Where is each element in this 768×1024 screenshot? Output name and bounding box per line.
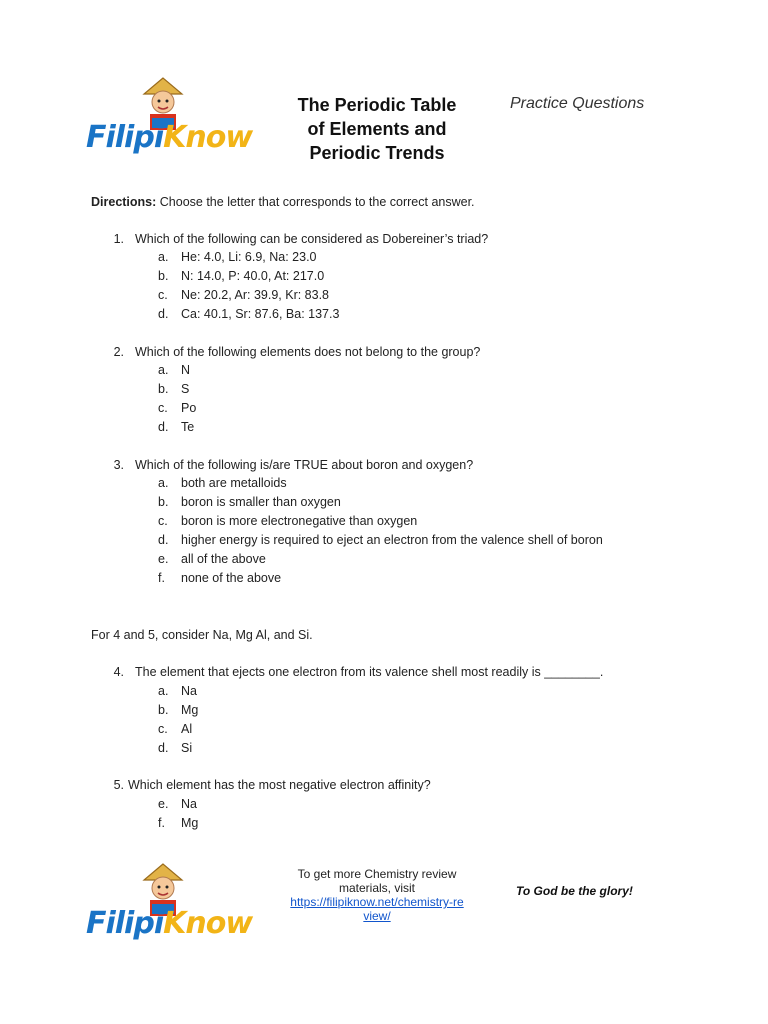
option-letter: f. <box>158 571 165 585</box>
option-letter: c. <box>158 514 168 528</box>
option-letter: e. <box>158 797 169 811</box>
option-text: Na <box>181 797 197 811</box>
question-text: Which of the following can be considered as Dobereiner’s triad? <box>135 232 489 246</box>
option-letter: b. <box>158 382 169 396</box>
question-number: 3. <box>113 458 124 472</box>
option-letter: a. <box>158 684 169 698</box>
option-text: all of the above <box>181 552 266 566</box>
question-text: Which of the following is/are TRUE about boron and oxygen? <box>135 458 474 472</box>
page-title: The Periodic Table of Elements and Periodic Trends <box>297 95 457 163</box>
option-text: Na <box>181 684 197 698</box>
option-letter: d. <box>158 533 169 547</box>
question-text: The element that ejects one electron from its valence shell most readily is ________. <box>135 665 604 679</box>
option-text: S <box>181 382 190 396</box>
option-letter: d. <box>158 420 169 434</box>
option-letter: c. <box>158 722 168 736</box>
option-letter: b. <box>158 703 169 717</box>
directions-text: Choose the letter that corresponds to the correct answer. <box>159 195 475 209</box>
option-letter: a. <box>158 363 169 377</box>
footer-line: To get more Chemistry review <box>297 867 457 881</box>
option-text: Mg <box>181 703 199 717</box>
page-subtitle: Practice Questions <box>510 95 645 112</box>
directions-label: Directions: <box>91 195 157 209</box>
option-letter: a. <box>158 250 169 264</box>
option-text: none of the above <box>181 571 282 585</box>
option-letter: d. <box>158 307 169 321</box>
option-letter: c. <box>158 288 168 302</box>
option-text: Po <box>181 401 197 415</box>
option-text: N: 14.0, P: 40.0, At: 217.0 <box>181 269 325 283</box>
option-letter: d. <box>158 741 169 755</box>
option-text: He: 4.0, Li: 6.9, Na: 23.0 <box>181 250 317 264</box>
option-letter: c. <box>158 401 168 415</box>
logo-wordmark: FilipiKnow <box>86 906 253 941</box>
option-text: boron is more electronegative than oxygen <box>181 514 418 528</box>
option-text: Si <box>181 741 193 755</box>
option-letter: a. <box>158 476 169 490</box>
question-text: Which of the following elements does not belong to the group? <box>135 345 481 359</box>
option-letter: b. <box>158 495 169 509</box>
question-number: 1. <box>113 232 124 246</box>
option-text: N <box>181 363 191 377</box>
footer-filipiknow-logo <box>86 862 258 958</box>
footer-review-note <box>282 867 472 923</box>
directions <box>91 195 475 209</box>
option-text: Te <box>181 420 195 434</box>
group-note: For 4 and 5, consider Na, Mg Al, and Si. <box>91 628 313 642</box>
option-text: Mg <box>181 816 199 830</box>
filipiknow-logo <box>86 76 258 172</box>
footer-line: materials, visit <box>338 881 415 895</box>
option-text: boron is smaller than oxygen <box>181 495 341 509</box>
question-number: 4. <box>113 665 124 679</box>
option-text: Ne: 20.2, Ar: 39.9, Kr: 83.8 <box>181 288 330 302</box>
question-number: 2. <box>113 345 124 359</box>
chemistry-review-link[interactable]: https://filipiknow.net/chemistry-re view/ <box>290 895 464 923</box>
footer-glory: To God be the glory! <box>516 884 633 898</box>
option-text: higher energy is required to eject an electron from the valence shell of boron <box>181 533 603 547</box>
option-letter: f. <box>158 816 165 830</box>
option-text: Al <box>181 722 193 736</box>
logo-wordmark: FilipiKnow <box>86 120 253 155</box>
option-letter: e. <box>158 552 169 566</box>
option-text: Ca: 40.1, Sr: 87.6, Ba: 137.3 <box>181 307 340 321</box>
question-text: Which element has the most negative electron affinity? <box>128 778 431 792</box>
option-text: both are metalloids <box>181 476 287 490</box>
question-number: 5. <box>113 778 124 792</box>
option-letter: b. <box>158 269 169 283</box>
